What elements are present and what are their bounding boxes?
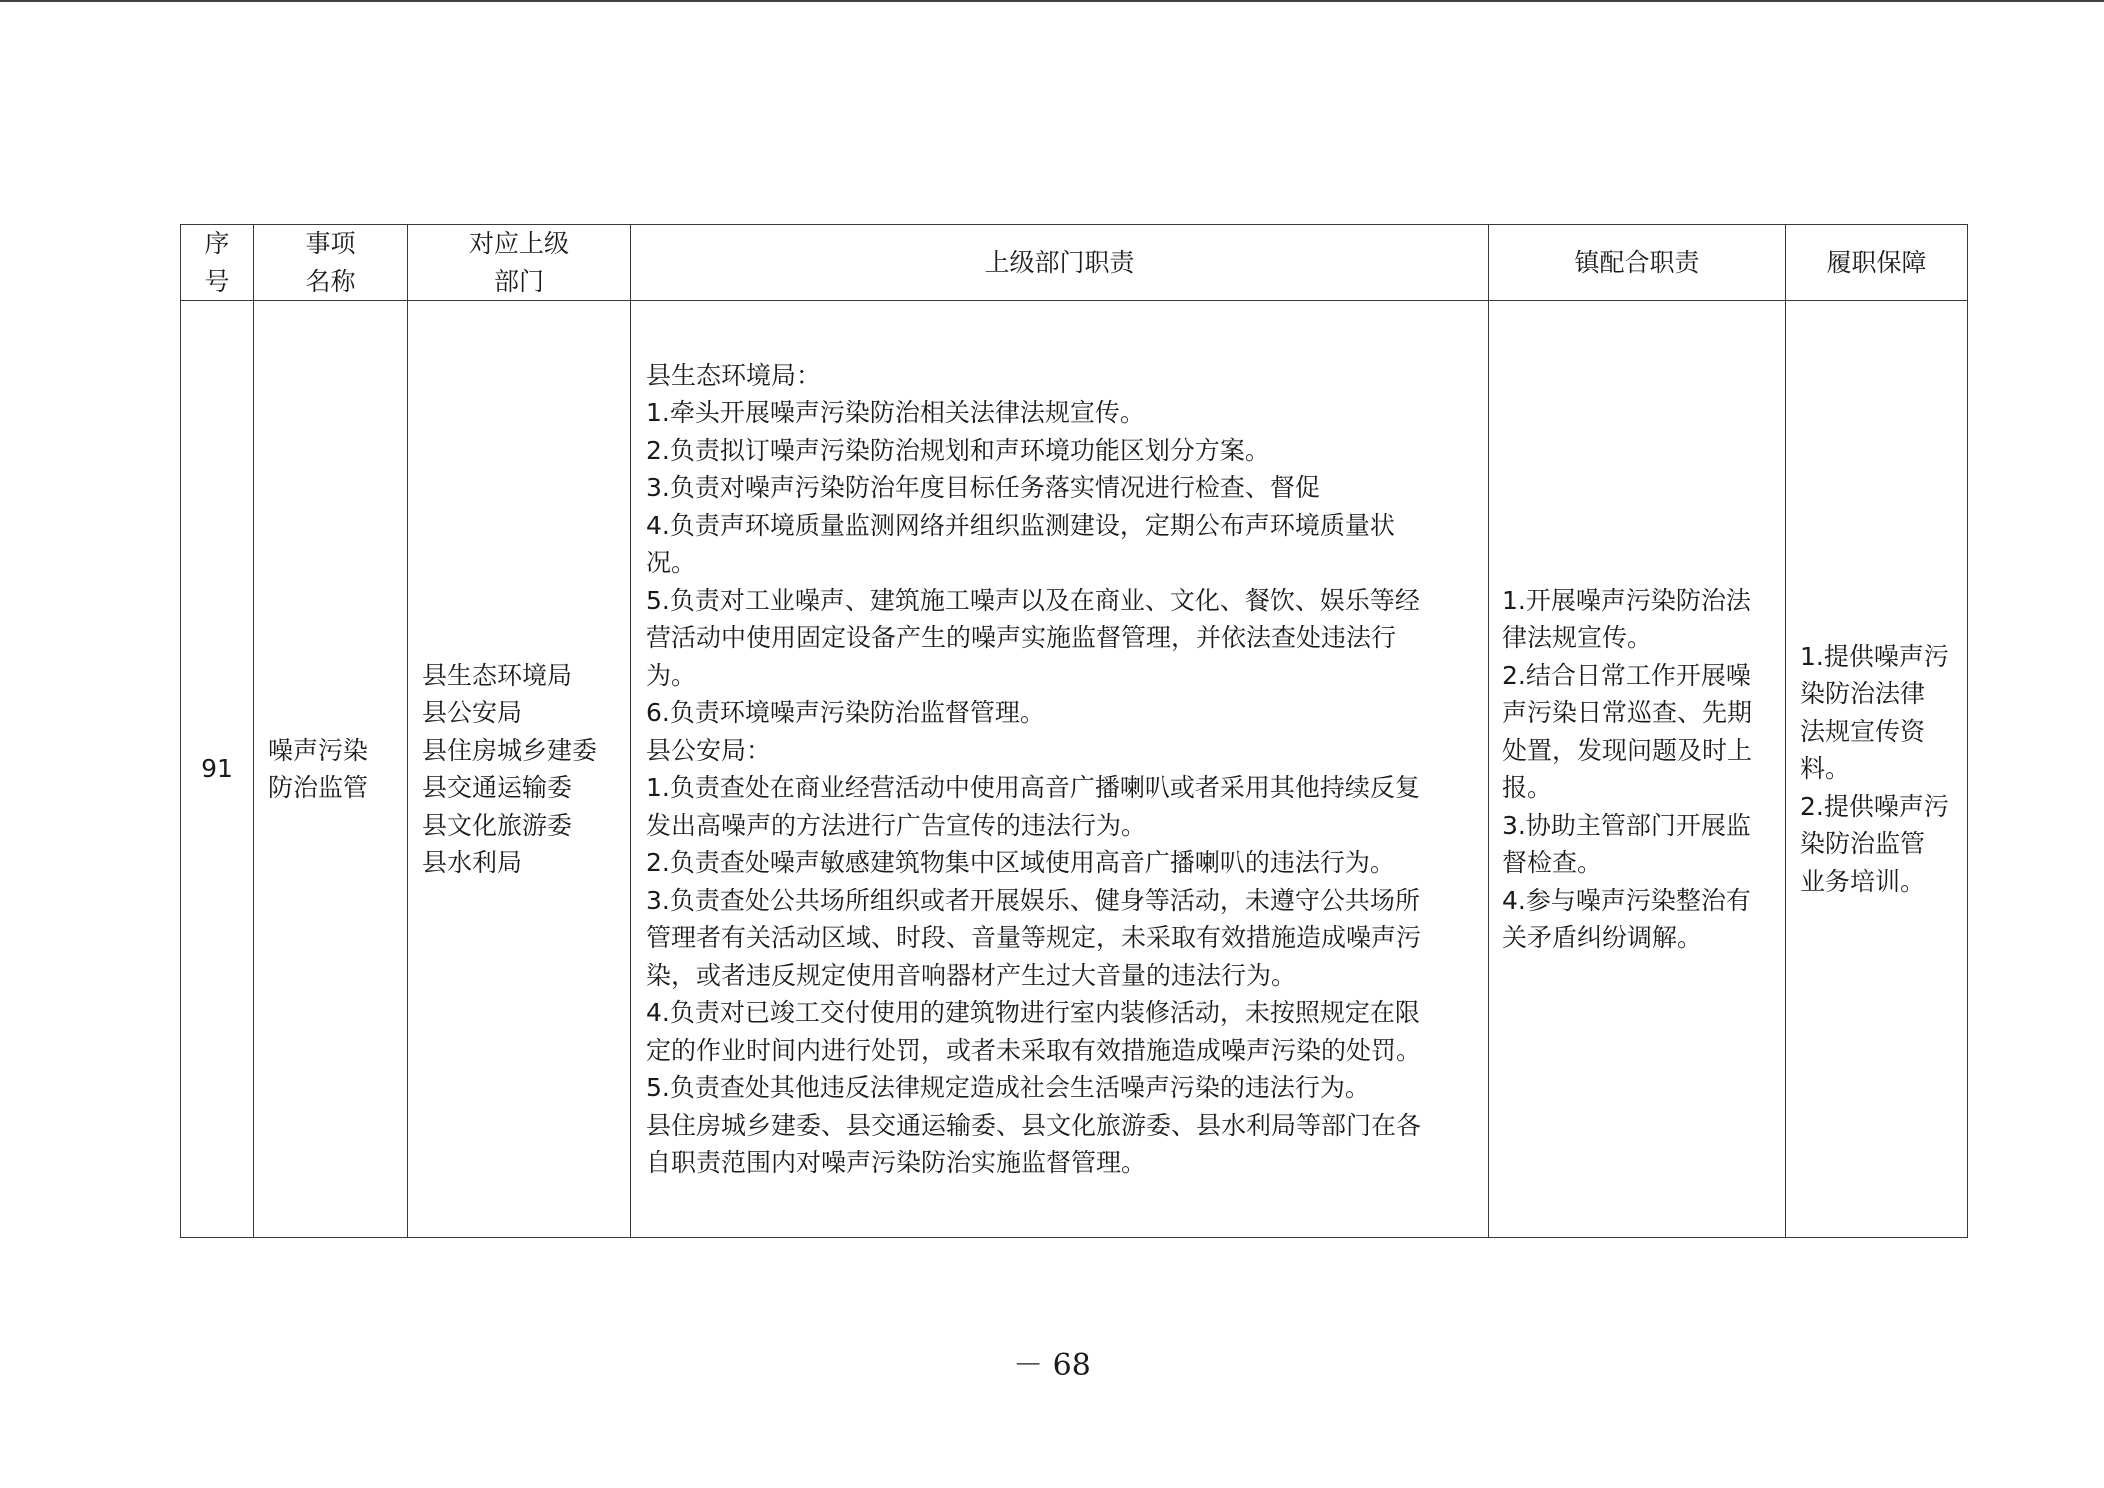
upper-duty-line: 5.负责对工业噪声、建筑施工噪声以及在商业、文化、餐饮、娱乐等经 [646, 585, 1420, 615]
cell-upper-duties [631, 301, 1489, 1238]
town-duty-line: 2.结合日常工作开展噪 [1502, 660, 1751, 690]
header-name [254, 225, 408, 301]
town-duty-line: 声污染日常巡查、先期 [1502, 698, 1753, 727]
table-header-row [181, 225, 1968, 301]
town-duty-line: 督检查。 [1502, 848, 1603, 877]
town-duty-line: 4.参与噪声污染整治有 [1502, 885, 1751, 915]
item-name-line: 噪声污染 [268, 735, 369, 765]
town-duty-line: 1.开展噪声污染防治法 [1502, 585, 1751, 615]
guarantee-line: 2.提供噪声污 [1800, 791, 1949, 821]
department-item: 县交通运输委 [422, 773, 573, 802]
guarantee-line: 染防治法律 [1800, 679, 1926, 709]
duty-table [180, 224, 1968, 1238]
header-name-line: 事项 [305, 229, 356, 258]
town-duty-line: 3.协助主管部门开展监 [1502, 810, 1751, 840]
upper-duty-line: 3.负责查处公共场所组织或者开展娱乐、健身等活动，未遵守公共场所 [646, 885, 1420, 915]
upper-duty-line: 6.负责环境噪声污染防治监督管理。 [646, 698, 1045, 727]
header-dept-line: 对应上级 [468, 229, 569, 258]
header-dept-line: 部门 [493, 266, 544, 296]
item-name-line: 防治监管 [268, 773, 369, 802]
header-upper-duties: 上级部门职责 [631, 225, 1489, 301]
header-seq-line: 号 [204, 266, 230, 296]
guarantee-line: 1.提供噪声污 [1800, 641, 1949, 671]
cell-town-duties [1489, 301, 1786, 1238]
upper-duty-line: 县住房城乡建委、县交通运输委、县文化旅游委、县水利局等部门在各 [646, 1110, 1422, 1140]
header-name-line: 名称 [305, 266, 356, 296]
guarantee-line: 料。 [1800, 754, 1851, 784]
town-duty-line: 处置，发现问题及时上 [1502, 735, 1753, 765]
header-seq [181, 225, 254, 301]
upper-duty-line: 营活动中使用固定设备产生的噪声实施监督管理，并依法查处违法行 [646, 623, 1397, 652]
upper-duty-line: 3.负责对噪声污染防治年度目标任务落实情况进行检查、督促 [646, 473, 1320, 502]
page-top-border [0, 0, 2104, 2]
upper-duty-line: 2.负责拟订噪声污染防治规划和声环境功能区划分方案。 [646, 435, 1270, 465]
upper-duty-line: 1.负责查处在商业经营活动中使用高音广播喇叭或者采用其他持续反复 [646, 773, 1420, 802]
upper-duty-line: 2.负责查处噪声敏感建筑物集中区域使用高音广播喇叭的违法行为。 [646, 848, 1395, 877]
upper-duty-line: 况。 [646, 548, 697, 577]
upper-duty-line: 4.负责声环境质量监测网络并组织监测建设，定期公布声环境质量状 [646, 510, 1395, 540]
header-seq-line: 序 [204, 229, 230, 258]
department-item: 县住房城乡建委 [422, 735, 598, 765]
guarantee-line: 业务培训。 [1800, 866, 1926, 896]
upper-duty-line: 发出高噪声的方法进行广告宣传的违法行为。 [646, 810, 1147, 840]
cell-departments [408, 301, 631, 1238]
town-duty-line: 关矛盾纠纷调解。 [1502, 923, 1703, 952]
department-item: 县生态环境局 [422, 660, 573, 690]
upper-duty-line: 为。 [646, 660, 697, 690]
department-item: 县文化旅游委 [422, 810, 573, 840]
cell-seq: 91 [181, 301, 254, 1238]
header-town-duties: 镇配合职责 [1489, 225, 1786, 301]
town-duty-line: 报。 [1502, 773, 1553, 802]
cell-item-name [254, 301, 408, 1238]
upper-duty-line: 染，或者违反规定使用音响器材产生过大音量的违法行为。 [646, 960, 1297, 990]
upper-duty-line: 1.牵头开展噪声污染防治相关法律法规宣传。 [646, 398, 1145, 427]
upper-duty-line: 县生态环境局： [646, 360, 822, 390]
guarantee-line: 染防治监管 [1800, 829, 1926, 859]
page-number: － 68 [1013, 1348, 1091, 1383]
upper-duty-line: 县公安局： [646, 735, 772, 765]
guarantee-line: 法规宣传资 [1800, 716, 1926, 746]
upper-duty-line: 4.负责对已竣工交付使用的建筑物进行室内装修活动，未按照规定在限 [646, 998, 1420, 1027]
cell-guarantee [1786, 301, 1968, 1238]
town-duty-line: 律法规宣传。 [1502, 623, 1653, 652]
upper-duty-line: 5.负责查处其他违反法律规定造成社会生活噪声污染的违法行为。 [646, 1073, 1370, 1102]
header-guarantee: 履职保障 [1786, 225, 1968, 301]
table-row [181, 301, 1968, 1238]
department-item: 县水利局 [422, 848, 523, 877]
upper-duty-line: 管理者有关活动区域、时段、音量等规定，未采取有效措施造成噪声污 [646, 923, 1422, 952]
header-dept [408, 225, 631, 301]
upper-duty-line: 自职责范围内对噪声污染防治实施监督管理。 [646, 1148, 1147, 1177]
department-item: 县公安局 [422, 698, 523, 727]
upper-duty-line: 定的作业时间内进行处罚，或者未采取有效措施造成噪声污染的处罚。 [646, 1035, 1422, 1065]
